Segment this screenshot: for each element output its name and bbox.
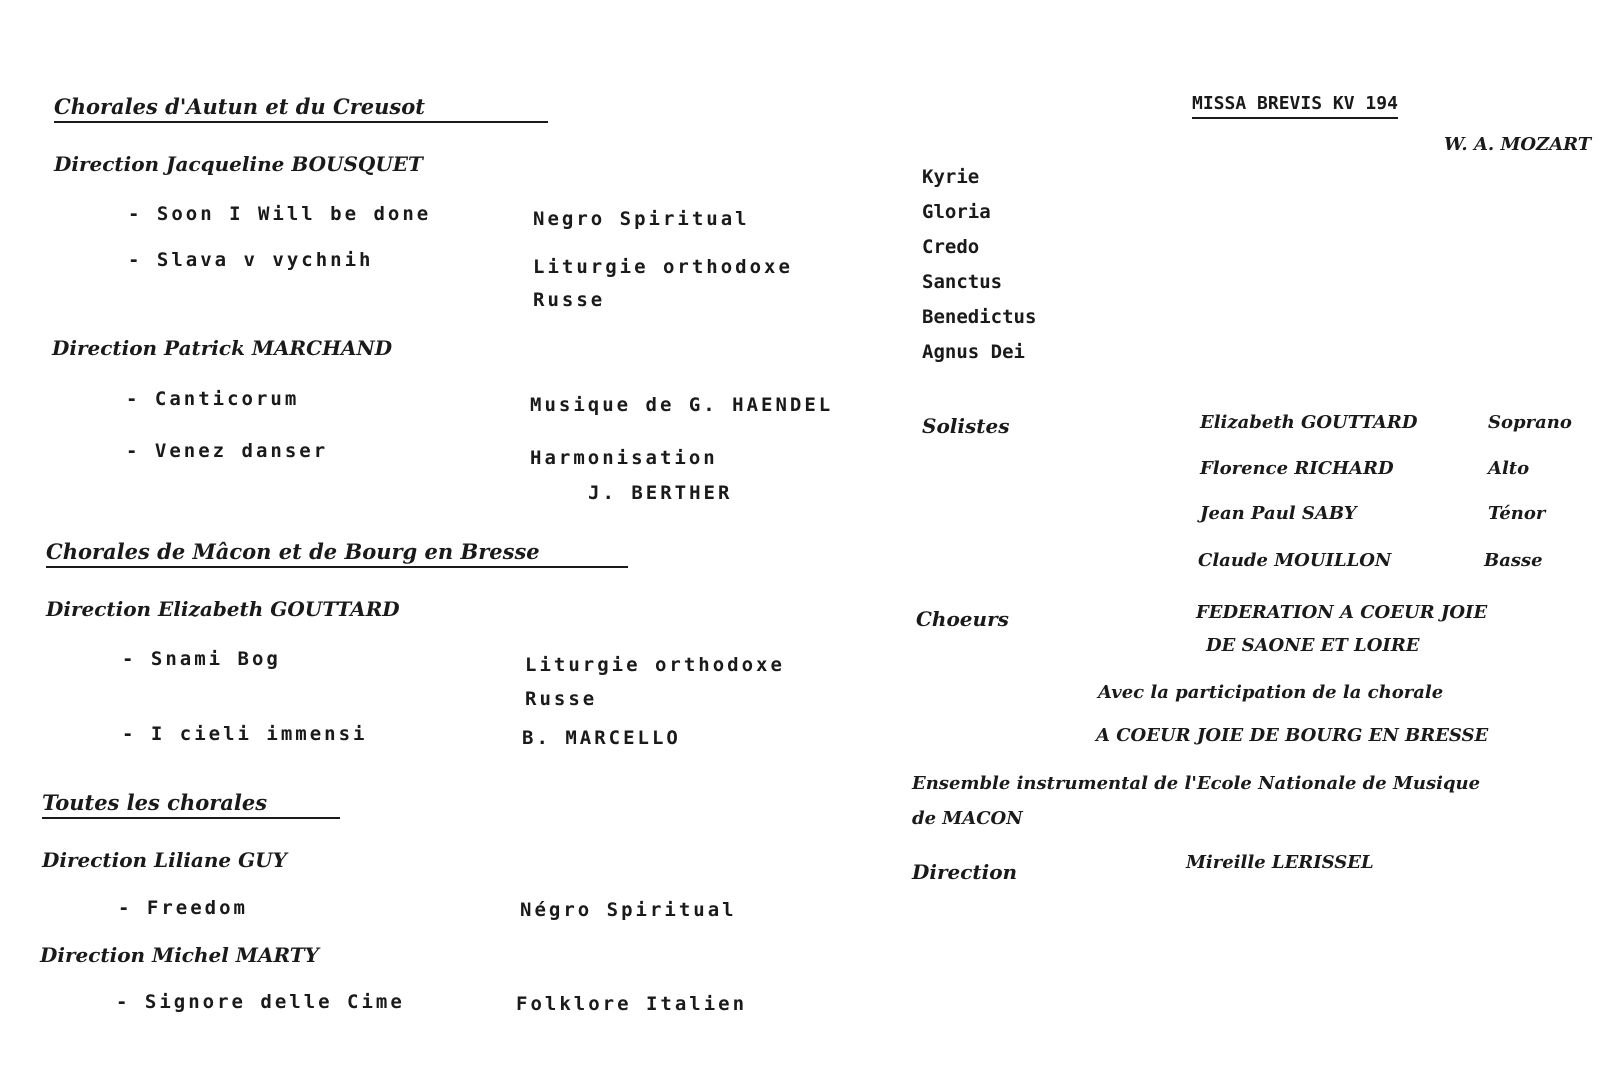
program-item-soon: - Soon I Will be done: [128, 203, 432, 225]
program-item-freedom: - Freedom: [118, 897, 248, 919]
choeurs-label: Choeurs: [916, 607, 1009, 631]
movement-agnus-dei: Agnus Dei: [922, 341, 1025, 363]
soloist-name-4: Claude MOUILLON: [1198, 550, 1392, 571]
composer-liturgie-2: Liturgie orthodoxe: [525, 654, 785, 676]
solistes-label: Solistes: [922, 414, 1010, 438]
section-title-macon-bourg: Chorales de Mâcon et de Bourg en Bresse: [46, 541, 628, 568]
direction-gouttard: Direction Elizabeth GOUTTARD: [46, 597, 400, 621]
direction-marchand: Direction Patrick MARCHAND: [52, 336, 393, 360]
direction-label: Direction: [912, 860, 1018, 884]
movement-kyrie: Kyrie: [922, 166, 980, 188]
program-item-signore: - Signore delle Cime: [116, 991, 405, 1013]
ensemble-line-2: de MACON: [912, 808, 1023, 829]
composer-berther: J. BERTHER: [588, 482, 733, 504]
composer-russe: Russe: [533, 289, 606, 311]
choeurs-saone-loire: DE SAONE ET LOIRE: [1206, 635, 1420, 656]
soloist-voice-2: Alto: [1488, 458, 1530, 479]
composer-folklore: Folklore Italien: [516, 993, 748, 1015]
movement-gloria: Gloria: [922, 201, 991, 223]
movement-credo: Credo: [922, 236, 980, 258]
soloist-voice-3: Ténor: [1488, 503, 1546, 524]
ensemble-line-1: Ensemble instrumental de l'Ecole Nationale de Musique: [912, 773, 1481, 794]
direction-name: Mireille LERISSEL: [1186, 852, 1374, 873]
mass-composer: W. A. MOZART: [1444, 134, 1592, 155]
section-title-autun-creusot: Chorales d'Autun et du Creusot: [54, 96, 548, 123]
participation-line-1: Avec la participation de la chorale: [1098, 682, 1444, 703]
program-item-cieli: - I cieli immensi: [122, 723, 368, 745]
program-item-snami: - Snami Bog: [122, 648, 281, 670]
direction-guy: Direction Liliane GUY: [42, 848, 287, 872]
program-item-slava: - Slava v vychnih: [128, 249, 374, 271]
program-item-venez: - Venez danser: [126, 440, 329, 462]
composer-negro-spiritual-2: Négro Spiritual: [520, 899, 737, 921]
composer-marcello: B. MARCELLO: [522, 727, 681, 749]
soloist-name-1: Elizabeth GOUTTARD: [1200, 412, 1418, 433]
soloist-name-2: Florence RICHARD: [1200, 458, 1394, 479]
composer-liturgie: Liturgie orthodoxe: [533, 256, 793, 278]
soloist-voice-4: Basse: [1484, 550, 1543, 571]
soloist-name-3: Jean Paul SABY: [1200, 503, 1357, 524]
composer-harmonisation: Harmonisation: [530, 447, 718, 469]
direction-bousquet: Direction Jacqueline BOUSQUET: [54, 152, 423, 176]
composer-haendel: Musique de G. HAENDEL: [530, 394, 834, 416]
choeurs-federation: FEDERATION A COEUR JOIE: [1196, 602, 1488, 623]
participation-line-2: A COEUR JOIE DE BOURG EN BRESSE: [1096, 725, 1489, 746]
section-title-toutes: Toutes les chorales: [42, 792, 340, 819]
soloist-voice-1: Soprano: [1488, 412, 1572, 433]
composer-russe-2: Russe: [525, 688, 598, 710]
movement-sanctus: Sanctus: [922, 271, 1003, 293]
mass-title: MISSA BREVIS KV 194: [1192, 95, 1398, 119]
direction-marty: Direction Michel MARTY: [40, 943, 319, 967]
movement-benedictus: Benedictus: [922, 306, 1037, 328]
program-item-canticorum: - Canticorum: [126, 388, 300, 410]
composer-negro-spiritual: Negro Spiritual: [533, 208, 750, 230]
